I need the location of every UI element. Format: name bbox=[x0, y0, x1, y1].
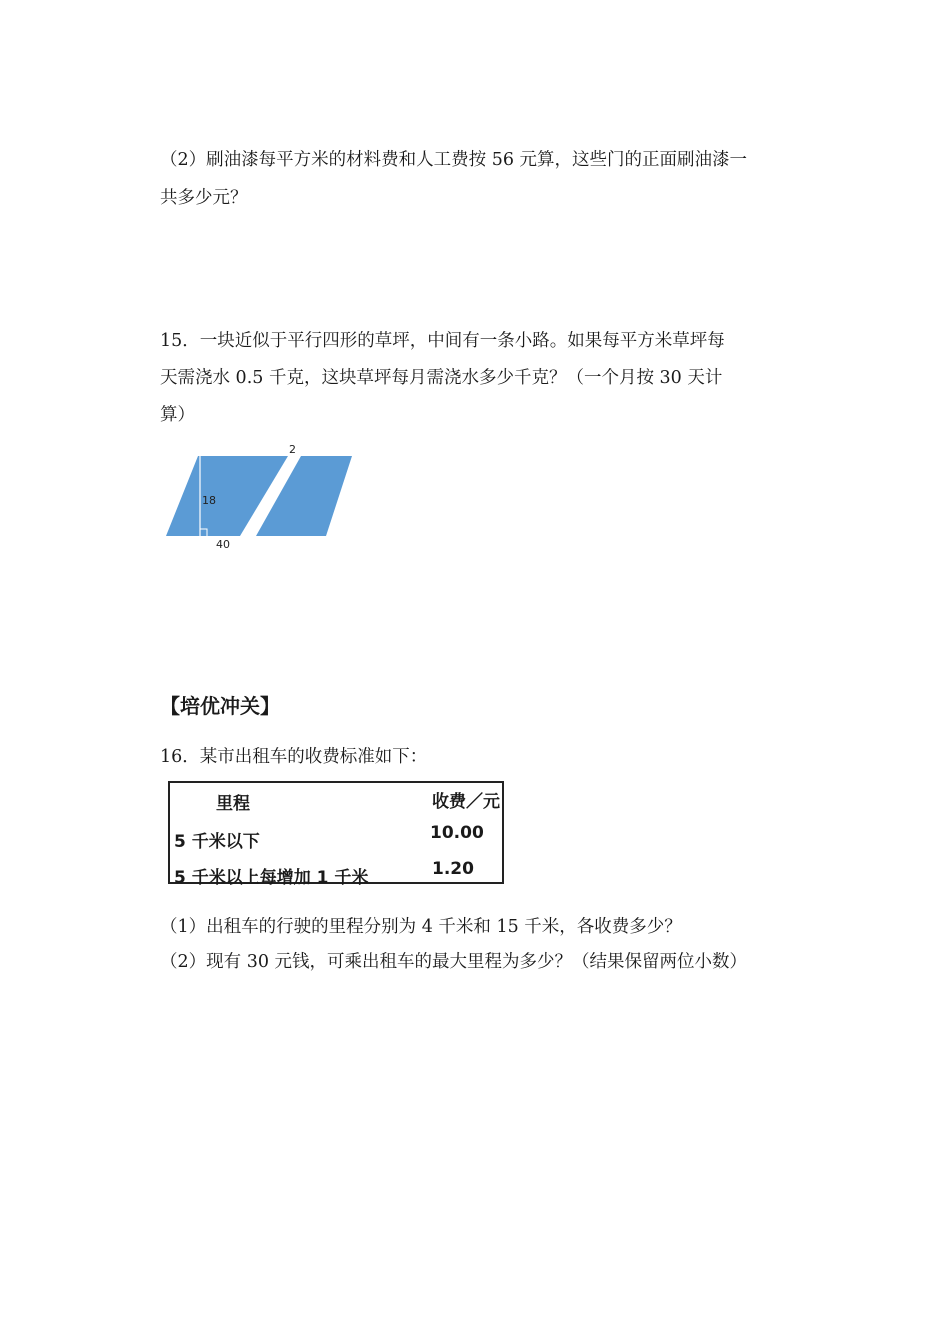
parallelogram-lawn-figure bbox=[160, 440, 360, 555]
table-row1-fee: 10.00 bbox=[430, 823, 484, 843]
q14-part2-line1: （2）刷油漆每平方米的材料费和人工费按 56 元算，这些门的正面刷油漆一 bbox=[160, 150, 748, 170]
taxi-fee-table bbox=[168, 781, 504, 888]
base-label: 40 bbox=[216, 538, 230, 551]
table-row2-fee: 1.20 bbox=[432, 859, 474, 879]
table-header-mileage: 里程 bbox=[216, 794, 250, 814]
q15-line3: 算） bbox=[160, 405, 195, 425]
q16-part1: （1）出租车的行驶的里程分别为 4 千米和 15 千米，各收费多少？ bbox=[160, 917, 682, 937]
section-heading: 【培优冲关】 bbox=[160, 694, 280, 718]
path-width-label: 2 bbox=[289, 443, 296, 456]
q16-intro: 16．某市出租车的收费标准如下： bbox=[160, 747, 428, 767]
table-header-fee: 收费／元 bbox=[432, 792, 500, 812]
q15-line2: 天需浇水 0.5 千克，这块草坪每月需浇水多少千克？（一个月按 30 天计 bbox=[160, 368, 723, 388]
table-row2-mileage: 5 千米以上每增加 1 千米 bbox=[174, 868, 369, 888]
height-label: 18 bbox=[202, 494, 216, 507]
q14-part2-line2: 共多少元？ bbox=[160, 188, 248, 208]
q15-line1: 15．一块近似于平行四形的草坪，中间有一条小路。如果每平方米草坪每 bbox=[160, 331, 725, 351]
table-row1-mileage: 5 千米以下 bbox=[174, 832, 260, 852]
q16-part2: （2）现有 30 元钱，可乘出租车的最大里程为多少？（结果保留两位小数） bbox=[160, 952, 748, 972]
